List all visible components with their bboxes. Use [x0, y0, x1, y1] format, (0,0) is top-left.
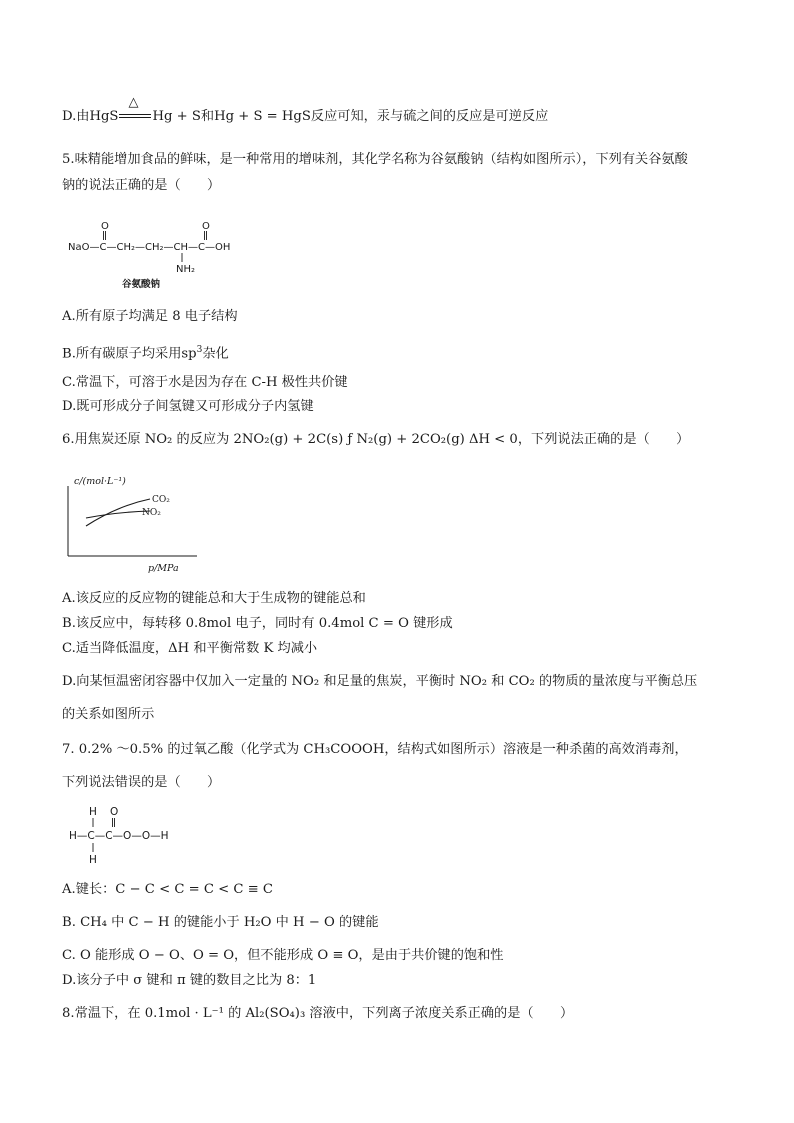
- q4-formula2: Hg + S = HgS: [214, 109, 311, 124]
- graph-x-label: p/MPa: [148, 563, 179, 574]
- q8-stem: 8.常温下，在 0.1mol · L⁻¹ 的 Al₂(SO₄)₃ 溶液中，下列离子浓度关系正确的是（ ）: [62, 1006, 574, 1021]
- q4-formula-left: HgS: [89, 109, 119, 124]
- q5-option-d: D.既可形成分子间氢键又可形成分子内氢键: [62, 399, 314, 414]
- q6-option-c: C.适当降低温度，ΔH 和平衡常数 K 均减小: [62, 641, 318, 656]
- q4-formula-right: Hg + S: [152, 109, 201, 124]
- legend-co2: CO₂: [152, 495, 170, 505]
- q5-option-c: C.常温下，可溶于水是因为存在 C-H 极性共价键: [62, 375, 348, 390]
- glutamate-chain: NaO—C—CH₂—CH₂—CH—C—OH: [68, 242, 231, 253]
- legend-no2: NO₂: [142, 508, 161, 518]
- pressure-concentration-graph: [62, 474, 212, 574]
- heat-triangle: △: [128, 95, 139, 110]
- q6-stem: 6.用焦炭还原 NO₂ 的反应为 2NO₂(g) + 2C(s) ƒ N₂(g) + 2CO₂(g) ΔH < 0，下列说法正确的是（ ）: [62, 432, 690, 447]
- glutamate-caption: 谷氨酸钠: [122, 279, 161, 290]
- q5-option-b: [62, 341, 229, 363]
- q6-option-b: B.该反应中，每转移 0.8mol 电子，同时有 0.4mol C = O 键形成: [62, 616, 453, 631]
- structure-o-top: O: [110, 806, 119, 818]
- glutamate-structure-figure: [68, 218, 258, 290]
- q7-option-c: C. O 能形成 O − O、O = O，但不能形成 O ≡ O，是由于共价键的饱和性: [62, 948, 504, 963]
- q7-option-b: B. CH₄ 中 C − H 的键能小于 H₂O 中 H − O 的键能: [62, 915, 379, 930]
- q7-option-a: A.键长：C − C < C = C < C ≡ C: [62, 882, 273, 897]
- q7-option-d: D.该分子中 σ 键和 π 键的数目之比为 8：1: [62, 973, 317, 988]
- q5-option-b-sup: 3: [196, 345, 203, 355]
- graph-y-label: c/(mol·L⁻¹): [74, 476, 126, 487]
- q6-option-a: A.该反应的反应物的键能总和大于生成物的键能总和: [62, 591, 366, 606]
- peracetic-acid-structure: [66, 804, 186, 866]
- q5-option-b-prefix: B.所有碳原子均采用: [62, 346, 182, 362]
- q6-option-d-line1: D.向某恒温密闭容器中仅加入一定量的 NO₂ 和足量的焦炭，平衡时 NO₂ 和 CO₂ 的物质的量浓度与平衡总压: [62, 674, 698, 689]
- q5-stem-line1: 5.味精能增加食品的鲜味，是一种常用的增味剂，其化学名称为谷氨酸钠（结构如图所示），下列有关谷氨酸: [62, 152, 688, 167]
- q7-stem-line1: 7. 0.2% ～0.5% 的过氧乙酸（化学式为 CH₃COOOH，结构式如图所示）溶液是一种杀菌的高效消毒剂，: [62, 742, 688, 757]
- q7-stem-line2: 下列说法错误的是（ ）: [62, 775, 221, 790]
- curve-no2: [86, 511, 150, 518]
- glutamate-top-o1: O: [101, 221, 109, 232]
- q4-option-d: [62, 95, 549, 126]
- q6-option-d-line2: 的关系如图所示: [62, 707, 155, 722]
- q5-option-a: A.所有原子均满足 8 电子结构: [62, 309, 238, 324]
- structure-h-bottom: H: [89, 854, 97, 866]
- q5-option-b-suffix: 杂化: [202, 346, 229, 362]
- heat-arrow: [118, 95, 152, 126]
- structure-h-top: H: [89, 806, 97, 818]
- q4-option-d-suffix: 反应可知，汞与硫之间的反应是可逆反应: [310, 109, 549, 124]
- q5-stem-line2: 钠的说法正确的是（ ）: [62, 178, 221, 193]
- structure-chain: H—C—C—O—O—H: [69, 830, 169, 842]
- q5-option-b-sp: sp: [181, 346, 197, 362]
- q4-and: 和: [200, 109, 215, 124]
- q4-option-d-prefix: D.由: [62, 109, 90, 124]
- glutamate-top-o2: O: [202, 221, 210, 232]
- glutamate-nh2: NH₂: [176, 264, 196, 275]
- curve-co2: [86, 499, 150, 526]
